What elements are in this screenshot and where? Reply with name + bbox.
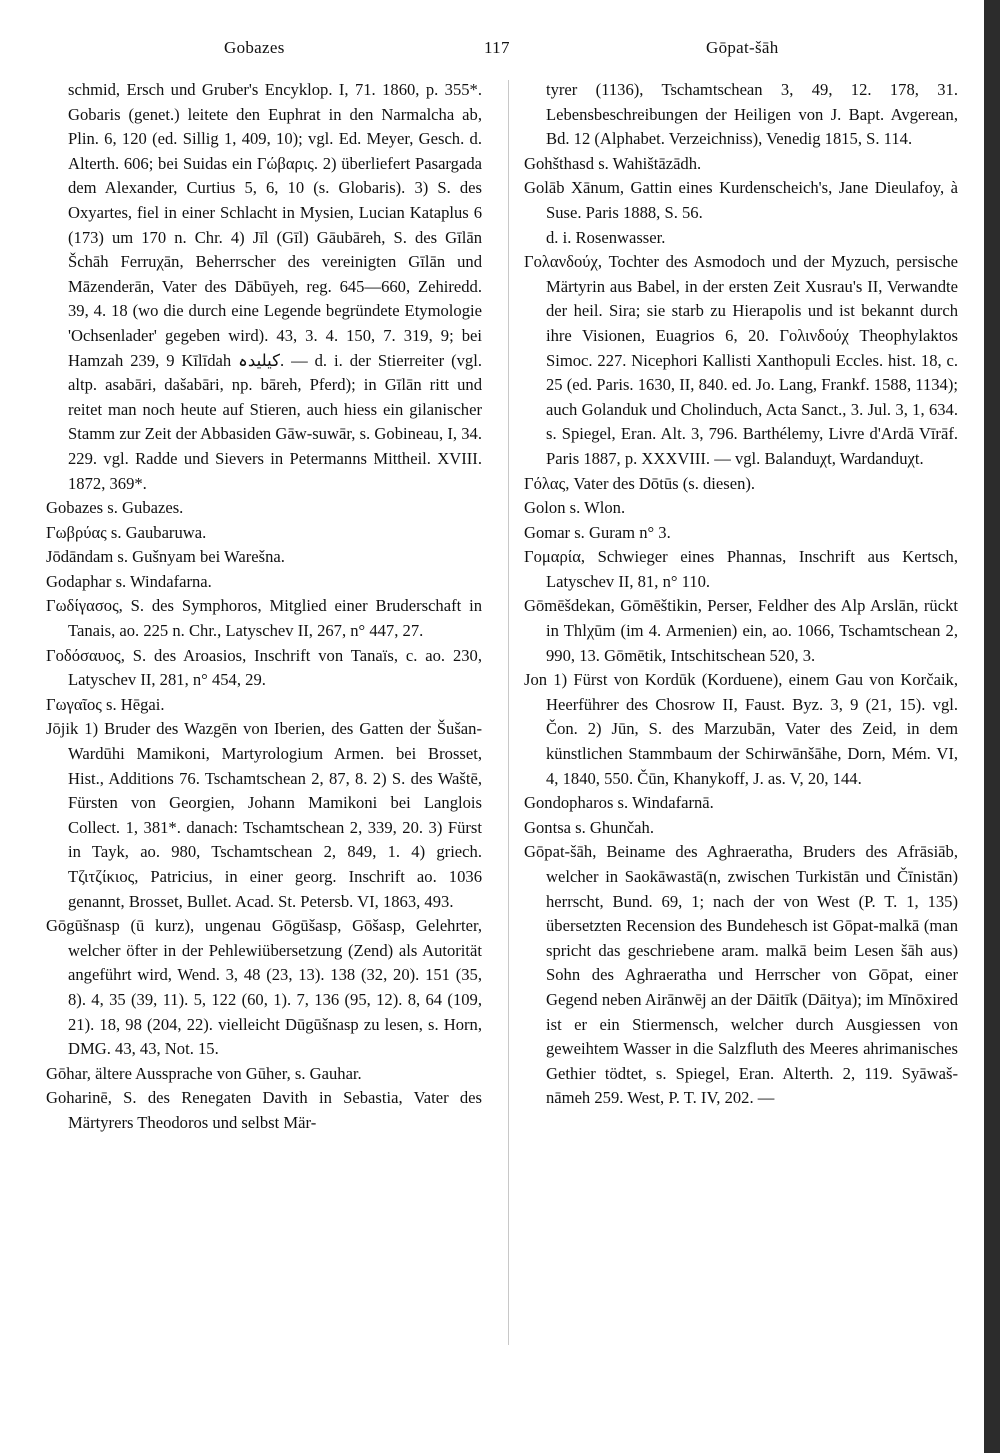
entry-gomar: Gomar s. Guram n° 3. bbox=[524, 522, 671, 542]
running-head-right: Gōpat-šāh bbox=[706, 38, 779, 57]
page-number: 117 bbox=[484, 38, 510, 57]
entry-gogusnasp: Gōgūšnasp (ū kurz), ungenau Gōgūšasp, Gōšasp, Gelehrter, welcher öfter in der Pehlewiübersetzung (Zend) als Autorität angeführt wird, Wend. 3, 48 (23, 13). 138 (32, 20). 151 (35, 8). 4, 35 (39, 11). 5, 122 (60, 1). 7, 136 (95, 12). 8, 64 (109, 21). 18, 98 (204, 22). vielleicht Dūgūšnasp zu lesen, s. Horn, DMG. 43, 43, Not. 15. bbox=[46, 916, 482, 1059]
entry-gogaios: Γωγαῖος s. Hēgai. bbox=[46, 694, 165, 714]
column-divider bbox=[508, 80, 509, 1345]
entry-goharine: Goharinē, S. des Renegaten Davith in Sebastia, Vater des Märtyrers Theodoros und selbst Mär- bbox=[46, 1088, 482, 1132]
entry-gohsthasd: Gohšthasd s. Wahištāzādh. bbox=[524, 153, 702, 173]
entry-golanduch: Γολανδούχ, Tochter des Asmodoch und der Myzuch, persische Märtyrin aus Babel, in der ersten Zeit Xusrau's II, Verwandte der heil. Sira; sie starb zu Hierapolis und ist bekannt durch ihre Visionen, Euagrios 6, 20. Γολινδούχ Theophylaktos Simoc. 227. Nicephori Kallisti Xanthopuli Eccles. hist. 18, c. 25 (ed. Paris. 1630, II, 840. ed. Jo. Lang, Frankf. 1588, 1134); auch Golanduk und Cholinduch, Acta Sanct., 3. Jul. 3, 1, 634. s. Spiegel, Eran. Alt. 3, 796. Barthélemy, Livre d'Ardā Vīrāf. Paris 1887, p. XXXVIII. — vgl. Balanduχt, Wardanduχt. bbox=[524, 252, 958, 468]
entry-godaphar: Godaphar s. Windafarna. bbox=[46, 571, 212, 591]
entry-jodandam: Jōdāndam s. Gušnyam bei Warešna. bbox=[46, 547, 285, 567]
entry-gobryas: Γωβρύας s. Gaubaruwa. bbox=[46, 522, 207, 542]
entry-jojik: Jōjik 1) Bruder des Wazgēn von Iberien, des Gatten der Šušan-Wardūhi Mamikoni, Martyrologium Armen. bei Brosset, Hist., Additions 76. Tschamtschean 2, 87, 8. 2) S. des Waštē, Fürsten von Georgien, Johann Mamikoni bei Langlois Collect. 1, 381*. danach: Tschamtschean 2, 339, 20. 3) Fürst in Tayk, ao. 980, Tschamtschean 2, 849, 1. 4) griech. Τζιτζίκιος, Patricius, in einer georg. Inschrift ao. 1036 genannt, Brosset, Bullet. Acad. St. Petersb. VI, 1863, 493. bbox=[46, 719, 482, 911]
entry-continued: tyrer (1136), Tschamtschean 3, 49, 12. 178, 31. Lebensbeschreibungen der Heiligen von J. Bapt. Avgerean, Bd. 12 (Alphabet. Verzeichniss), Venedig 1815, S. 114. bbox=[546, 80, 958, 149]
entry-continued: schmid, Ersch und Gruber's Encyklop. I, 71. 1860, p. 355*. Gobaris (genet.) leitete den Euphrat in den Narmalcha ab, Plin. 6, 120 (ed. Sillig 1, 409, 10); vgl. Ed. Meyer, Gesch. d. Alterth. 606; bei Suidas ein Γώβαρις. 2) überliefert Pasargada dem Alexander, Curtius 5, 6, 10 (s. Globaris). 3) S. des Oxyartes, fiel in einer Schlacht in Mysien, Lucian Kataplus 6 (173) um 170 n. Chr. 4) Jīl (Gīl) Gāubāreh, S. des Gīlān Šchāh Ferruχān, Beherrscher des vereinigten Gīlān und Māzenderān, Vater des Dābūyeh, reg. 645—660, Zehiredd. 39, 4. 18 (wo die durch eine Legende begründete Etymologie 'Ochsenlader' gegeben wird). 43, 3. 4. 150, 7. 319, 9; bei Hamzah 239, 9 Kīlīdah کیلیدہ. — d. i. der Stierreiter (vgl. altp. asabāri, dašabāri, np. bāreh, Pferd); in Gīlān ritt und reitet man noch heute auf Stieren, auch hiess ein gilanischer Stamm zur Zeit der Abbasiden Gāw-suwār, s. Gobineau, I, 34. 229. vgl. Radde und Sievers in Petermanns Mittheil. XVIII. 1872, 369*. bbox=[68, 80, 482, 493]
entry-rosenwasser: d. i. Rosenwasser. bbox=[546, 227, 666, 247]
entry-gomesdekan: Gōmēšdekan, Gōmēštikin, Perser, Feldher des Alp Arslān, rückt in Thlχūm (im 4. Armenien) ein, ao. 1066, Tschamtschean 2, 990, 13. Gōmētik, Intschitschean 520, 3. bbox=[524, 596, 958, 665]
entry-golas: Γόλας, Vater des Dōtūs (s. diesen). bbox=[524, 473, 756, 493]
entry-golab-xanum: Golāb Xānum, Gattin eines Kurdenscheich's, Jane Dieulafoy, à Suse. Paris 1888, S. 56. bbox=[524, 178, 958, 222]
entry-gopat-sah: Gōpat-šāh, Beiname des Aghraeratha, Bruders des Afrāsiāb, welcher in Saokāwastā(n, zwischen Turkistān und Čīnistān) herrscht, Bund. 69, 1; nach der von West (P. T. 1, 135) übersetzten Recension des Bundehesch ist Gōpat-malkā (man spricht das geschriebene aram. malkā beim Lesen šāh aus) Sohn des Aghraeratha und Herrscher von Gōpat, einer Gegend neben Airānwēj an der Dāitīk (Dāitya); im Mīnōxired ist er ein Stiermensch, welcher durch Ausgiessen von geweihtem Wasser in die Salzfluth des Meeres ahrimanisches Gethier tödtet, s. Spiegel, Eran. Alterth. 2, 119. Syāwaš-nāmeh 259. West, P. T. IV, 202. — bbox=[524, 842, 958, 1108]
entry-gohar: Gōhar, ältere Aussprache von Gūher, s. Gauhar. bbox=[46, 1063, 362, 1083]
entry-godigasos: Γωδίγασος, S. des Symphoros, Mitglied einer Bruderschaft in Tanais, ao. 225 n. Chr., Latyschev II, 267, n° 447, 27. bbox=[46, 596, 482, 641]
right-column bbox=[524, 78, 958, 1111]
entry-gomaria: Γομαρία, Schwieger eines Phannas, Inschrift aus Kertsch, Latyschev II, 81, n° 110. bbox=[524, 547, 958, 591]
entry-godosauos: Γοδόσαυος, S. des Aroasios, Inschrift von Tanaïs, c. ao. 230, Latyschev II, 281, n° 454, 29. bbox=[46, 645, 482, 690]
entry-golon: Golon s. Wlon. bbox=[524, 498, 626, 518]
running-head-left: Gobazes bbox=[224, 38, 285, 57]
entry-gondopharos: Gondopharos s. Windafarnā. bbox=[524, 793, 714, 813]
entry-gobazes: Gobazes s. Gubazes. bbox=[46, 498, 184, 518]
left-column bbox=[46, 78, 482, 1136]
entry-gontsa: Gontsa s. Ghunčah. bbox=[524, 817, 654, 837]
entry-jon: Jon 1) Fürst von Kordūk (Korduene), einem Gau von Korčaik, Heerführer des Chosrow II, Faust. Byz. 3, 9 (21, 15). vgl. Čon. 2) Jūn, S. des Marzubān, Vater des Zeid, in dem künstlichen Stammbaum der Schirwānšāhe, Dorn, Mém. VI, 4, 1840, 550. Čūn, Khanykoff, J. as. V, 20, 144. bbox=[524, 670, 958, 788]
